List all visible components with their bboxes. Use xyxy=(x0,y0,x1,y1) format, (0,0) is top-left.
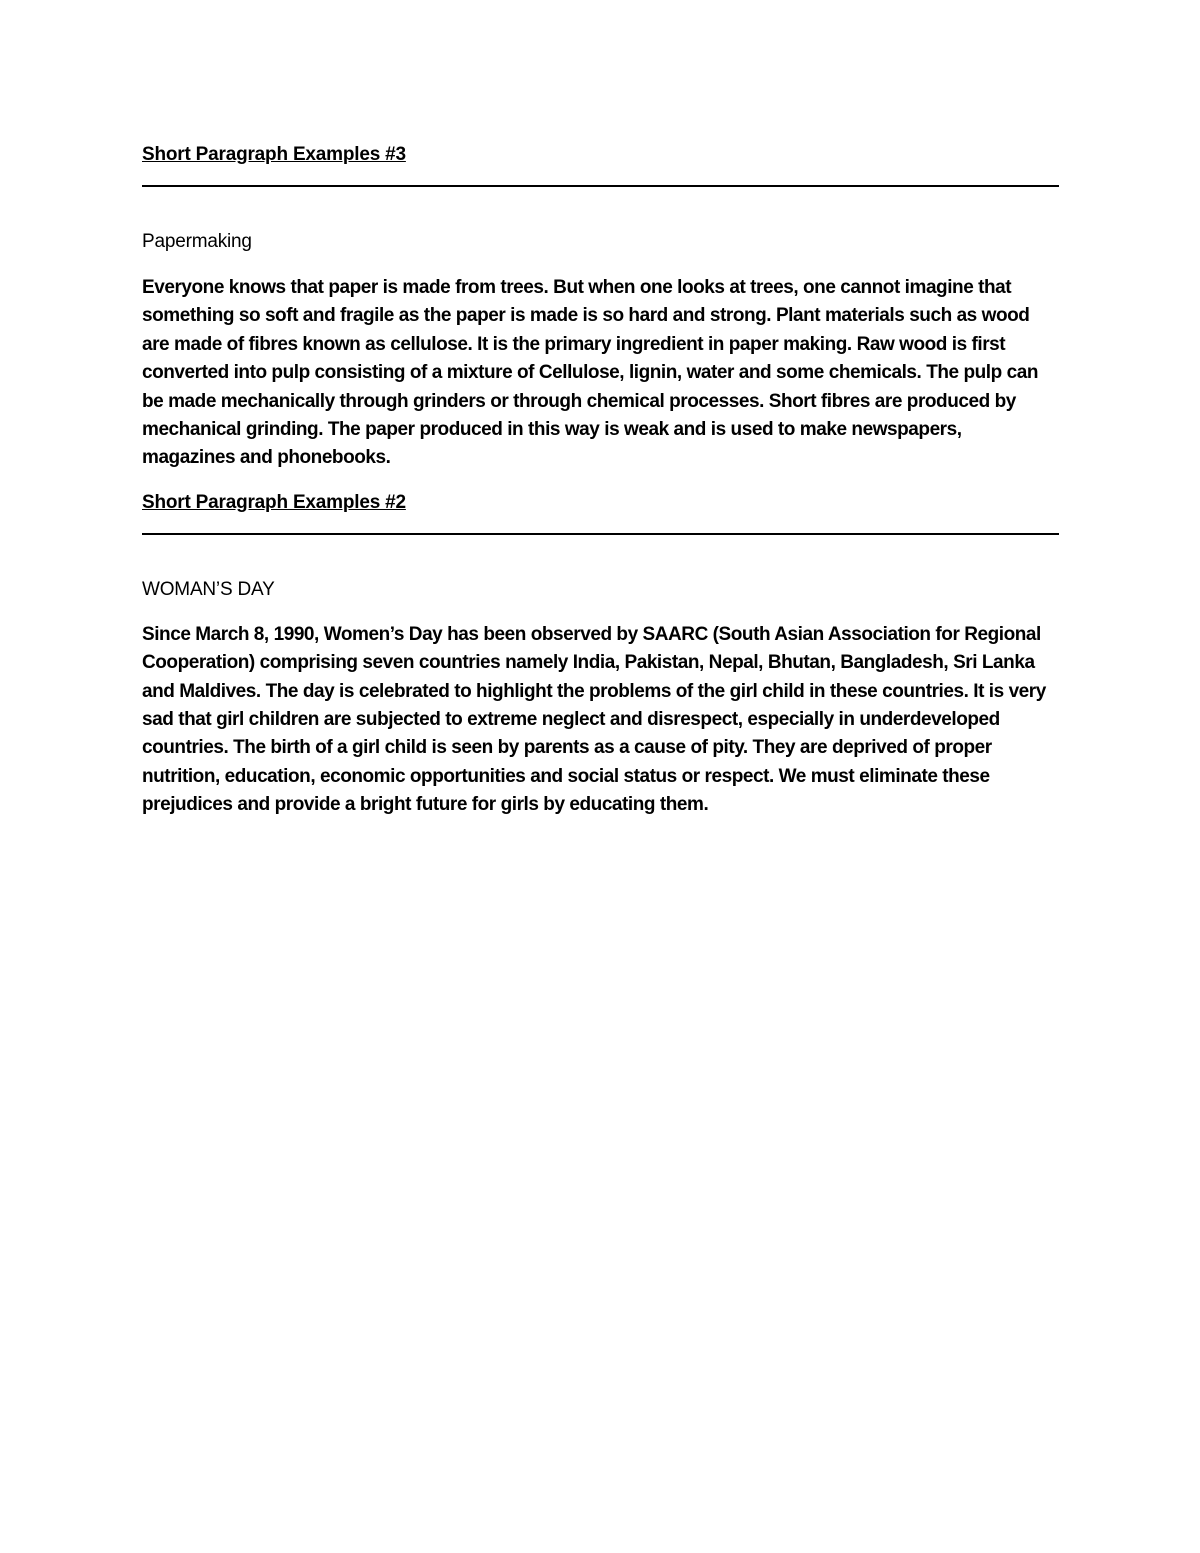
section-title-womans-day: WOMAN’S DAY xyxy=(142,578,275,600)
document-content xyxy=(142,141,1059,820)
section-heading-papermaking: Short Paragraph Examples #3 xyxy=(142,144,406,165)
paragraph-womans-day: Since March 8, 1990, Women’s Day has been observed by SAARC (South Asian Association for Regional Cooperation) comprising seven countries namely India, Pakistan, Nepal, Bhutan, Bangladesh, Sri Lanka and Maldives. The day is celebrated to highlight the problems of the girl child in these countries. It is very sad that girl children are subjected to extreme neglect and disrespect, especially in underdeveloped countries. The birth of a girl child is seen by parents as a cause of pity. They are deprived of proper nutrition, education, economic opportunities and social status or respect. We must eliminate these prejudices and provide a bright future for girls by educating them. xyxy=(142,623,1046,816)
horizontal-rule xyxy=(142,185,1059,187)
horizontal-rule xyxy=(142,533,1059,535)
section-title-papermaking: Papermaking xyxy=(142,231,252,252)
paragraph-papermaking: Everyone knows that paper is made from trees. But when one looks at trees, one cannot imagine that something so soft and fragile as the paper is made is so hard and strong. Plant materials such as wood are made of fibres known as cellulose. It is the primary ingredient in paper making. Raw wood is first converted into pulp consisting of a mixture of Cellulose, lignin, water and some chemicals. The pulp can be made mechanically through grinders or through chemical processes. Short fibres are produced by mechanical grinding. The paper produced in this way is weak and is used to make newspapers, magazines and phonebooks. xyxy=(142,277,1038,469)
section-heading-womans-day: Short Paragraph Examples #2 xyxy=(142,491,406,513)
